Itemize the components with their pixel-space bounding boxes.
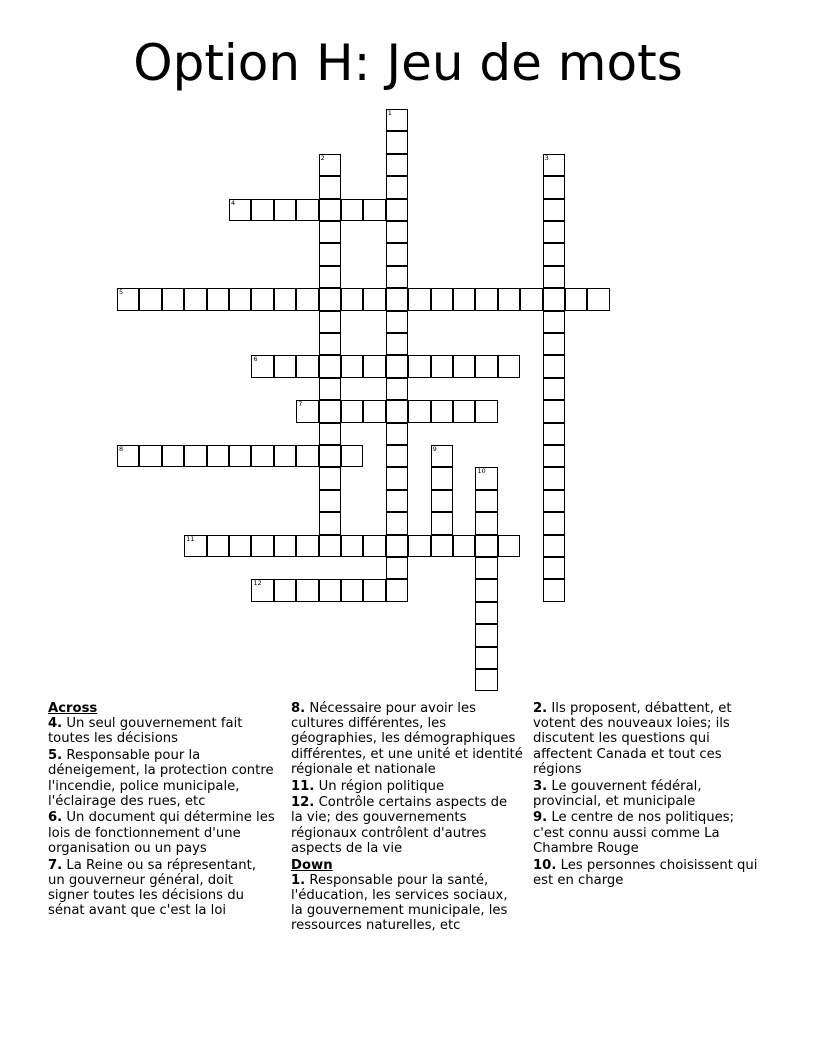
grid-cell	[386, 490, 408, 512]
grid-cell	[498, 535, 520, 557]
grid-cell	[251, 445, 273, 467]
grid-cell	[543, 288, 565, 310]
grid-cell	[363, 400, 385, 422]
grid-cell	[431, 490, 453, 512]
grid-cell	[386, 199, 408, 221]
grid-cell	[543, 355, 565, 377]
grid-cell	[184, 445, 206, 467]
grid-cell	[274, 535, 296, 557]
grid-cell	[386, 333, 408, 355]
grid-cell	[386, 221, 408, 243]
grid-cell	[386, 579, 408, 601]
grid-cell	[139, 288, 161, 310]
cell-number: 11	[186, 534, 195, 543]
grid-cell	[543, 579, 565, 601]
clue-down-3: 3. Le gouvernent fédéral, provincial, et municipale	[533, 778, 702, 809]
clues-column-1	[48, 701, 276, 920]
clues-column-2	[291, 701, 523, 935]
grid-cell	[386, 131, 408, 153]
cell-number: 5	[119, 288, 124, 297]
grid-cell	[274, 199, 296, 221]
grid-cell	[319, 355, 341, 377]
grid-cell	[431, 288, 453, 310]
grid-cell	[386, 445, 408, 467]
clue-across-4: 4. Un seul gouvernement fait toutes les décisions	[48, 716, 243, 747]
grid-cell	[319, 400, 341, 422]
grid-cell	[296, 579, 318, 601]
grid-cell	[543, 154, 565, 176]
grid-cell	[319, 535, 341, 557]
grid-cell	[431, 445, 453, 467]
grid-cell	[319, 243, 341, 265]
grid-cell	[319, 579, 341, 601]
grid-cell	[475, 467, 497, 489]
grid-cell	[543, 199, 565, 221]
clue-down-10: 10. Les personnes choisissent qui est en charge	[533, 857, 758, 888]
clue-across-5: 5. Responsable pour la déneigement, la protection contre l'incendie, police municipale, l'éclairage des rues, etc	[48, 748, 274, 809]
grid-cell	[543, 311, 565, 333]
grid-cell	[386, 266, 408, 288]
clue-across-12: 12. Contrôle certains aspects de la vie; des gouvernements régionaux contrôlent d'autres aspects de la vie	[291, 795, 508, 856]
grid-cell	[363, 355, 385, 377]
grid-cell	[319, 311, 341, 333]
grid-cell	[543, 445, 565, 467]
grid-cell	[296, 535, 318, 557]
grid-cell	[543, 423, 565, 445]
grid-cell	[251, 579, 273, 601]
grid-cell	[341, 445, 363, 467]
cell-number: 3	[544, 153, 549, 162]
grid-cell	[543, 378, 565, 400]
grid-cell	[453, 355, 475, 377]
grid-cell	[207, 445, 229, 467]
puzzle-title: Option H: Jeu de mots	[133, 34, 683, 92]
grid-cell	[408, 288, 430, 310]
grid-cell	[431, 355, 453, 377]
grid-cell	[319, 490, 341, 512]
grid-cell	[319, 445, 341, 467]
grid-cell	[520, 288, 542, 310]
cell-number: 2	[320, 153, 325, 162]
grid-cell	[296, 199, 318, 221]
grid-cell	[319, 512, 341, 534]
grid-cell	[543, 467, 565, 489]
grid-cell	[543, 221, 565, 243]
grid-cell	[363, 579, 385, 601]
grid-cell	[475, 669, 497, 691]
grid-cell	[341, 535, 363, 557]
grid-cell	[408, 400, 430, 422]
grid-cell	[498, 355, 520, 377]
grid-cell	[453, 535, 475, 557]
grid-cell	[319, 154, 341, 176]
cell-number: 7	[298, 400, 303, 409]
grid-cell	[543, 557, 565, 579]
grid-cell	[117, 445, 139, 467]
grid-cell	[229, 445, 251, 467]
grid-cell	[475, 400, 497, 422]
grid-cell	[565, 288, 587, 310]
clue-down-1: 1. Responsable pour la santé, l'éducation, les services sociaux, la gouvernement municipale, les ressources naturelles, etc	[291, 872, 508, 934]
grid-cell	[475, 579, 497, 601]
grid-cell	[363, 199, 385, 221]
grid-cell	[139, 445, 161, 467]
grid-cell	[184, 288, 206, 310]
grid-cell	[207, 535, 229, 557]
grid-cell	[319, 423, 341, 445]
grid-cell	[363, 288, 385, 310]
clue-across-8: 8. Nécessaire pour avoir les cultures différentes, les géographies, les démographiques différentes, et une unité et identité régionale et nationale	[291, 701, 523, 777]
grid-cell	[543, 400, 565, 422]
grid-cell	[386, 557, 408, 579]
grid-cell	[162, 445, 184, 467]
grid-cell	[341, 400, 363, 422]
grid-cell	[319, 467, 341, 489]
grid-cell	[229, 535, 251, 557]
grid-cell	[229, 199, 251, 221]
grid-cell	[386, 109, 408, 131]
grid-cell	[251, 355, 273, 377]
grid-cell	[475, 535, 497, 557]
cell-number: 9	[432, 445, 437, 453]
grid-cell	[453, 288, 475, 310]
grid-cell	[386, 243, 408, 265]
grid-cell	[386, 378, 408, 400]
grid-cell	[274, 579, 296, 601]
grid-cell	[475, 490, 497, 512]
cell-number: 1	[387, 109, 392, 117]
grid-cell	[319, 221, 341, 243]
grid-cell	[475, 647, 497, 669]
clue-across-11: 11. Un région politique	[291, 778, 445, 794]
grid-cell	[251, 288, 273, 310]
across-heading: Across	[48, 701, 98, 716]
clues-column-3	[533, 701, 758, 889]
grid-cell	[341, 199, 363, 221]
grid-cell	[453, 400, 475, 422]
grid-cell	[543, 176, 565, 198]
grid-cell	[162, 288, 184, 310]
cell-number: 6	[253, 355, 258, 364]
grid-cell	[431, 512, 453, 534]
grid-cell	[319, 378, 341, 400]
grid-cell	[431, 467, 453, 489]
grid-cell	[386, 311, 408, 333]
clue-across-6: 6. Un document qui détermine les lois de fonctionnement d'une organisation ou un pays	[48, 810, 275, 856]
grid-cell	[543, 490, 565, 512]
grid-cell	[498, 288, 520, 310]
grid-cell	[274, 445, 296, 467]
clue-across-7: 7. La Reine ou sa répresentant, un gouverneur général, doit signer toutes les décisions du sénat avant que c'est la loi	[48, 857, 256, 919]
grid-cell	[543, 266, 565, 288]
grid-cell	[543, 333, 565, 355]
grid-cell	[296, 355, 318, 377]
grid-cell	[341, 355, 363, 377]
grid-cell	[341, 579, 363, 601]
grid-cell	[363, 535, 385, 557]
clue-down-9: 9. Le centre de nos politiques; c'est connu aussi comme La Chambre Rouge	[533, 810, 735, 856]
grid-cell	[386, 467, 408, 489]
grid-cell	[475, 602, 497, 624]
cell-number: 10	[477, 467, 486, 476]
grid-cell	[184, 535, 206, 557]
grid-cell	[475, 512, 497, 534]
grid-cell	[543, 535, 565, 557]
grid-cell	[207, 288, 229, 310]
grid-cell	[274, 288, 296, 310]
grid-cell	[543, 512, 565, 534]
grid-cell	[251, 199, 273, 221]
grid-cell	[587, 288, 609, 310]
grid-cell	[475, 355, 497, 377]
grid-cell	[319, 199, 341, 221]
grid-cell	[296, 445, 318, 467]
grid-cell	[319, 333, 341, 355]
cell-number: 8	[119, 445, 124, 453]
grid-cell	[386, 423, 408, 445]
grid-cell	[296, 288, 318, 310]
grid-cell	[319, 288, 341, 310]
grid-cell	[408, 535, 430, 557]
cell-number: 4	[231, 198, 236, 207]
grid-cell	[319, 266, 341, 288]
grid-cell	[475, 624, 497, 646]
clue-down-2: 2. Ils proposent, débattent, et votent des nouveaux loies; ils discutent les questions qui affectent Canada et tout ces régions	[533, 701, 732, 777]
grid-cell	[475, 557, 497, 579]
grid-cell	[386, 154, 408, 176]
grid-cell	[117, 288, 139, 310]
grid-cell	[274, 355, 296, 377]
grid-cell	[229, 288, 251, 310]
grid-cell	[386, 288, 408, 310]
grid-cell	[543, 243, 565, 265]
grid-cell	[251, 535, 273, 557]
grid-cell	[341, 288, 363, 310]
grid-cell	[386, 355, 408, 377]
grid-cell	[431, 535, 453, 557]
grid-cell	[386, 535, 408, 557]
grid-cell	[296, 400, 318, 422]
grid-cell	[319, 176, 341, 198]
grid-cell	[386, 400, 408, 422]
grid-cell	[408, 355, 430, 377]
cell-number: 12	[253, 579, 262, 588]
grid-cell	[386, 176, 408, 198]
grid-cell	[386, 512, 408, 534]
grid-cell	[431, 400, 453, 422]
down-heading: Down	[291, 857, 333, 873]
grid-cell	[475, 288, 497, 310]
